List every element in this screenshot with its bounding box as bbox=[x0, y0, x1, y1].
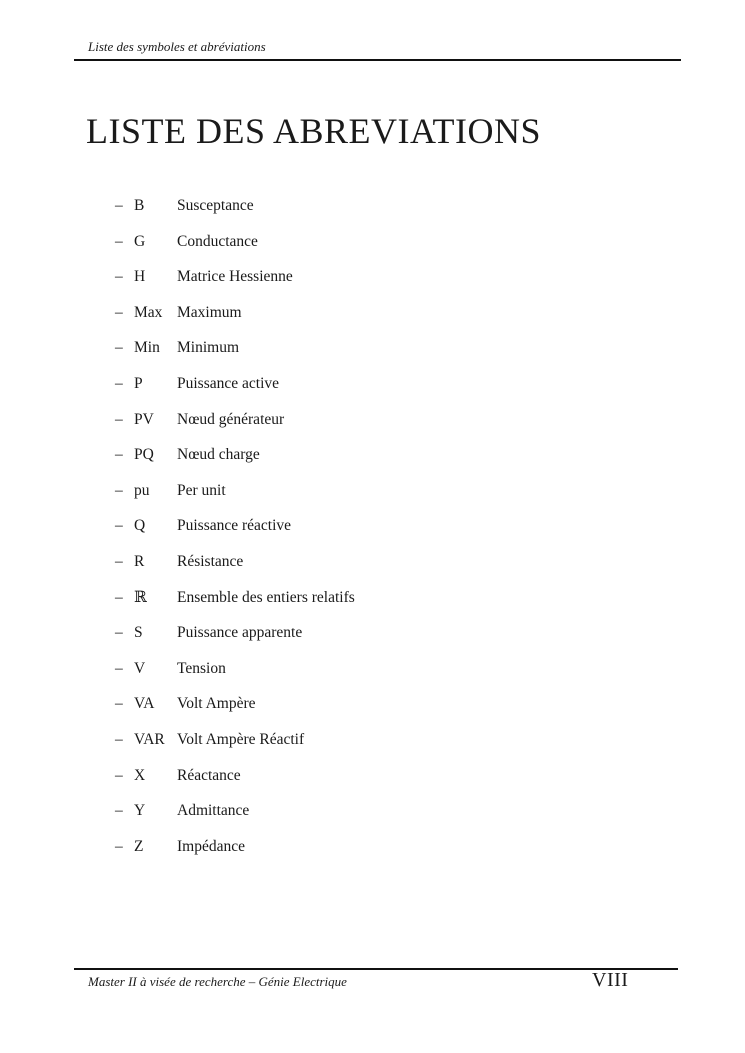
dash-marker: – bbox=[115, 339, 123, 357]
abbreviation-symbol: Max bbox=[134, 303, 163, 321]
abbreviation-row bbox=[115, 766, 615, 802]
abbreviation-definition: Ensemble des entiers relatifs bbox=[177, 588, 355, 606]
abbreviation-symbol: V bbox=[134, 659, 146, 677]
abbreviation-row bbox=[115, 267, 615, 303]
abbreviation-definition: Résistance bbox=[177, 552, 244, 570]
abbreviation-symbol: Y bbox=[134, 802, 146, 820]
abbreviation-symbol: Min bbox=[134, 339, 160, 357]
abbreviation-row bbox=[115, 837, 615, 873]
dash-marker: – bbox=[115, 837, 123, 855]
abbreviation-definition: Impédance bbox=[177, 837, 245, 855]
abbreviation-definition: Nœud générateur bbox=[177, 410, 285, 428]
abbreviation-symbol: P bbox=[134, 374, 143, 392]
abbreviation-definition: Nœud charge bbox=[177, 446, 260, 464]
abbreviation-definition: Per unit bbox=[177, 481, 226, 499]
abbreviation-definition: Volt Ampère bbox=[177, 695, 256, 713]
abbreviation-symbol: VA bbox=[134, 695, 155, 713]
abbreviation-symbol: G bbox=[134, 232, 146, 250]
page-number: VIII bbox=[592, 969, 629, 991]
abbreviation-symbol: S bbox=[134, 624, 143, 642]
abbreviation-row bbox=[115, 659, 615, 695]
page-header bbox=[74, 38, 681, 61]
abbreviation-symbol: VAR bbox=[134, 730, 165, 748]
abbreviation-row bbox=[115, 196, 615, 232]
abbreviation-definition: Puissance réactive bbox=[177, 517, 292, 535]
dash-marker: – bbox=[115, 766, 123, 784]
abbreviation-symbol: Q bbox=[134, 517, 146, 535]
footer-divider bbox=[74, 968, 678, 970]
dash-marker: – bbox=[115, 588, 123, 606]
abbreviation-row bbox=[115, 374, 615, 410]
dash-marker: – bbox=[115, 374, 123, 392]
abbreviation-symbol: H bbox=[134, 268, 146, 286]
abbreviation-row bbox=[115, 516, 615, 552]
dash-marker: – bbox=[115, 268, 123, 286]
abbreviation-symbol: ℝ bbox=[134, 588, 147, 606]
abbreviation-row bbox=[115, 588, 615, 624]
abbreviation-definition: Maximum bbox=[177, 303, 242, 321]
abbreviation-definition: Matrice Hessienne bbox=[177, 268, 293, 286]
abbreviation-row bbox=[115, 481, 615, 517]
dash-marker: – bbox=[115, 517, 123, 535]
abbreviation-definition: Susceptance bbox=[177, 197, 254, 214]
abbreviation-definition: Tension bbox=[177, 659, 226, 677]
abbreviation-row bbox=[115, 801, 615, 837]
dash-marker: – bbox=[115, 197, 123, 214]
abbreviation-row bbox=[115, 730, 615, 766]
abbreviation-row bbox=[115, 232, 615, 268]
dash-marker: – bbox=[115, 695, 123, 713]
abbreviation-row bbox=[115, 623, 615, 659]
abbreviation-definition: Puissance apparente bbox=[177, 624, 303, 642]
dash-marker: – bbox=[115, 232, 123, 250]
dash-marker: – bbox=[115, 730, 123, 748]
abbreviation-symbol: pu bbox=[134, 481, 150, 499]
footer-running-title: Master II à visée de recherche – Génie Electrique bbox=[88, 974, 347, 989]
dash-marker: – bbox=[115, 481, 123, 499]
abbreviation-definition: Volt Ampère Réactif bbox=[177, 730, 305, 748]
abbreviation-definition: Réactance bbox=[177, 766, 241, 784]
abbreviation-row bbox=[115, 694, 615, 730]
abbreviation-symbol: Z bbox=[134, 837, 144, 855]
abbreviation-definition: Conductance bbox=[177, 232, 258, 250]
abbreviation-symbol: R bbox=[134, 552, 145, 570]
abbreviation-definition: Minimum bbox=[177, 339, 240, 357]
page-title: LISTE DES ABREVIATIONS bbox=[86, 111, 542, 151]
header-running-title: Liste des symboles et abréviations bbox=[88, 39, 266, 54]
abbreviations-list bbox=[115, 196, 615, 872]
abbreviation-symbol: X bbox=[134, 766, 146, 784]
abbreviation-definition: Puissance active bbox=[177, 374, 280, 392]
abbreviation-row bbox=[115, 338, 615, 374]
dash-marker: – bbox=[115, 624, 123, 642]
dash-marker: – bbox=[115, 802, 123, 820]
abbreviation-symbol: B bbox=[134, 197, 145, 214]
dash-marker: – bbox=[115, 552, 123, 570]
dash-marker: – bbox=[115, 659, 123, 677]
abbreviation-row bbox=[115, 445, 615, 481]
abbreviation-row bbox=[115, 410, 615, 446]
abbreviation-row bbox=[115, 303, 615, 339]
dash-marker: – bbox=[115, 410, 123, 428]
abbreviation-symbol: PQ bbox=[134, 446, 154, 464]
abbreviation-symbol: PV bbox=[134, 410, 154, 428]
abbreviation-row bbox=[115, 552, 615, 588]
dash-marker: – bbox=[115, 446, 123, 464]
dash-marker: – bbox=[115, 303, 123, 321]
abbreviation-definition: Admittance bbox=[177, 802, 250, 820]
